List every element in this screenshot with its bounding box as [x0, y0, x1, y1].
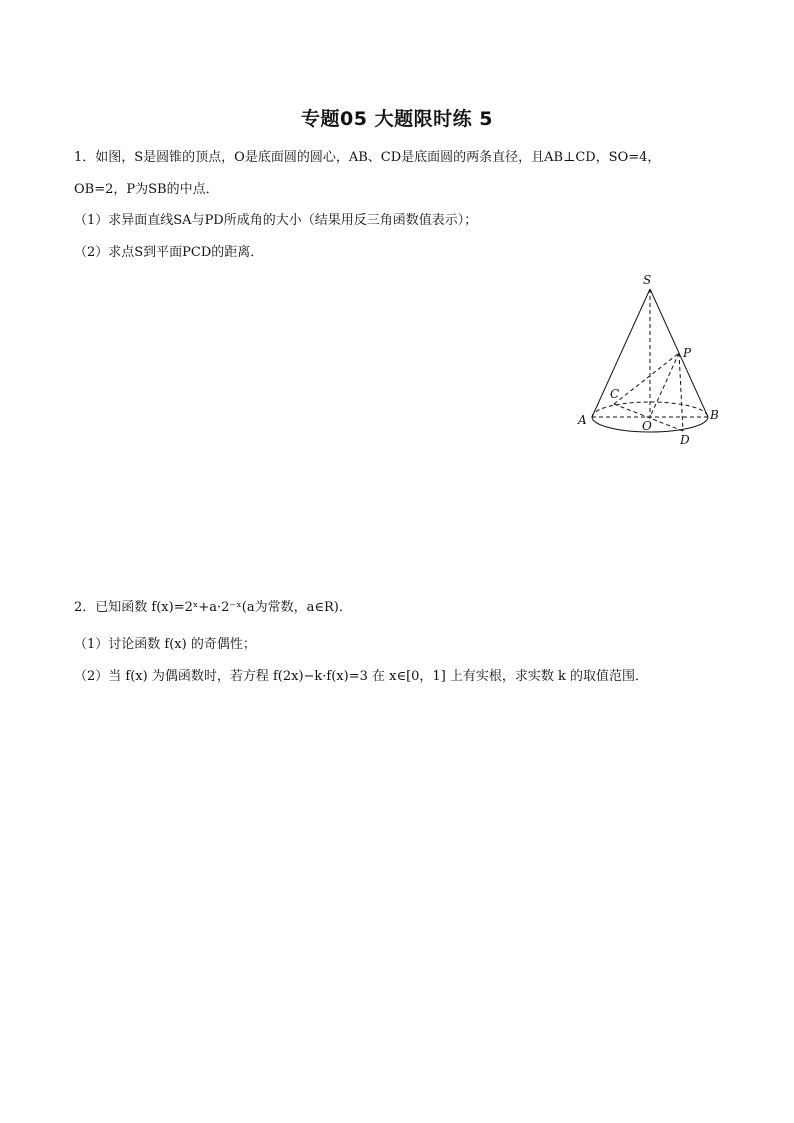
problem-1-part-2: （2）求点S到平面PCD的距离．: [74, 245, 264, 260]
problem-1-part-1: （1）求异面直线SA与PD所成角的大小（结果用反三角函数值表示）；: [74, 213, 478, 228]
label-D: D: [680, 433, 690, 447]
problem-1-statement-line-1: 1．如图，S是圆锥的顶点，O是底面圆的圆心，AB、CD是底面圆的两条直径，且AB⊥CD，SO=4，: [74, 150, 661, 165]
edge-SA: [592, 289, 650, 417]
segment-PO: [650, 353, 679, 417]
cone-figure: [570, 262, 730, 462]
problem-2-statement: 2．已知函数 f(x)=2ˣ+a·2⁻ˣ(a为常数，a∈R)．: [74, 600, 352, 615]
label-B: B: [710, 408, 719, 422]
page-title: 专题05 大题限时练 5: [301, 108, 493, 130]
label-C: C: [610, 387, 620, 401]
label-P: P: [683, 346, 692, 360]
problem-2-part-1: （1）讨论函数 f(x) 的奇偶性；: [74, 637, 256, 652]
label-S: S: [643, 273, 652, 287]
problem-2-part-2: （2）当 f(x) 为偶函数时，若方程 f(2x)−k·f(x)=3 在 x∈[0，1] 上有实根，求实数 k 的取值范围．: [74, 669, 649, 684]
label-O: O: [642, 419, 652, 433]
segment-CP: [614, 353, 679, 404]
label-A: A: [578, 413, 587, 427]
segment-PD: [679, 353, 683, 431]
problem-1-statement-line-2: OB=2，P为SB的中点．: [74, 182, 219, 197]
